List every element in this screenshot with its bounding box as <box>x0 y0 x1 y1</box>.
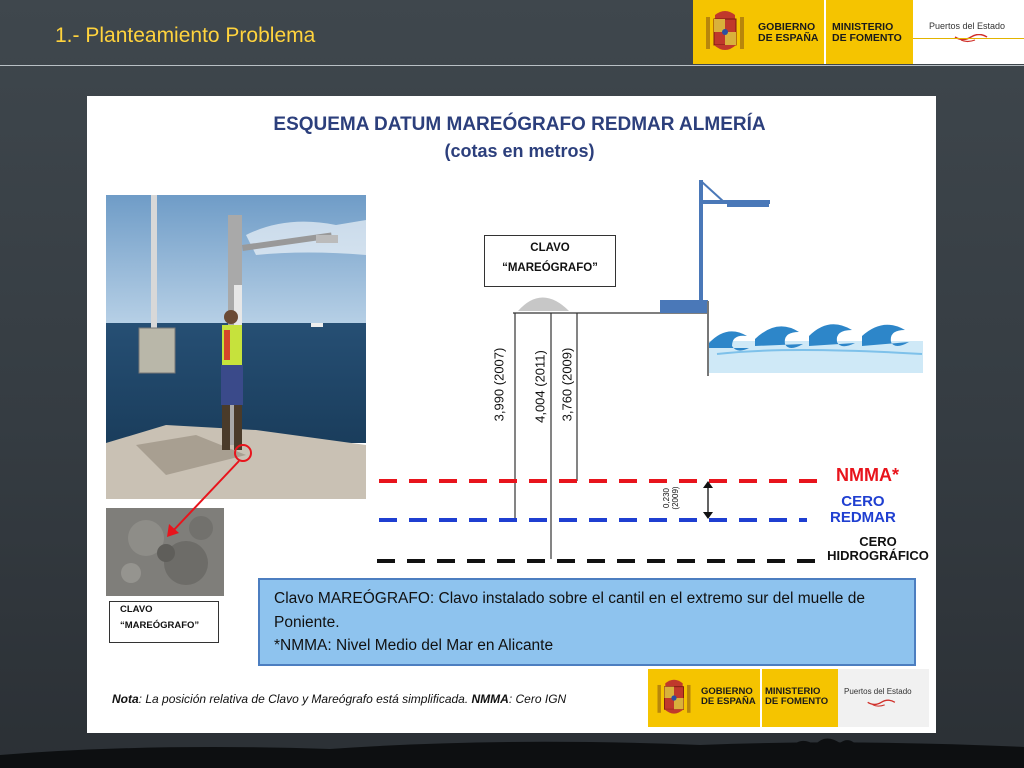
offset-year: (2009) <box>670 486 680 510</box>
footnote-label: Nota <box>112 692 139 706</box>
diagram-subtitle: (cotas en metros) <box>444 141 595 161</box>
height-label-2007: 3,990 (2007) <box>491 347 507 422</box>
coat-of-arms-icon <box>702 7 748 57</box>
card-logo-divider <box>760 669 762 727</box>
puertos-label: Puertos del Estado <box>929 21 1006 31</box>
card-gobierno-line1: GOBIERNO <box>701 686 753 697</box>
header-divider <box>0 65 1024 66</box>
slide-title: 1.- Planteamiento Problema <box>55 24 316 47</box>
puertos-logo <box>913 0 1024 64</box>
card-ministerio-line2: DE FOMENTO <box>765 695 829 707</box>
gobierno-line1: GOBIERNO <box>758 21 816 33</box>
gobierno-line2: DE ESPAÑA <box>758 32 819 45</box>
clavo-dome-icon <box>518 298 569 312</box>
footnote <box>112 692 566 706</box>
card-gobierno-logo <box>648 669 838 727</box>
footnote-term: NMMA <box>471 692 509 706</box>
bottom-landscape-silhouette <box>0 735 1024 768</box>
header-logos <box>693 0 1024 64</box>
note-line2: Poniente. <box>274 613 340 631</box>
ministerio-line2: DE FOMENTO <box>832 32 902 45</box>
photo-clavo-line2: “MAREÓGRAFO” <box>120 620 200 632</box>
card-puertos-logo <box>838 669 929 727</box>
nmma-label: NMMA* <box>836 465 899 485</box>
diagram-title: ESQUEMA DATUM MAREÓGRAFO REDMAR ALMERÍA <box>273 114 766 135</box>
card-coat-of-arms-icon <box>654 676 694 720</box>
hidro-label <box>823 535 933 562</box>
note-line3: *NMMA: Nivel Medio del Mar en Alicante <box>274 637 554 655</box>
card-logos <box>648 669 929 727</box>
puertos-rule <box>913 38 1024 39</box>
clavo-line2: “MAREÓGRAFO” <box>502 262 598 275</box>
footnote-text2: : Cero IGN <box>508 692 567 706</box>
offset-label <box>663 478 687 518</box>
height-label-2009: 3,760 (2009) <box>559 347 575 422</box>
redmar-label <box>830 494 896 526</box>
redmar-line1: CERO <box>841 493 885 510</box>
height-label-2011: 4,004 (2011) <box>532 350 548 423</box>
redmar-line2: REDMAR <box>830 508 896 526</box>
footnote-text: : La posición relativa de Clavo y Mareógrafo está simplificada. <box>138 692 472 706</box>
card-gobierno-line2: DE ESPAÑA <box>701 695 756 707</box>
offset-value: 0,230 <box>662 487 671 509</box>
clavo-line1: CLAVO <box>530 242 570 254</box>
card-puertos-mark-icon <box>866 699 900 709</box>
puertos-mark-icon <box>953 34 993 44</box>
note-box <box>258 578 916 666</box>
hidro-line1: CERO <box>859 534 897 549</box>
diagram-card <box>87 96 936 733</box>
logo-divider <box>824 0 826 64</box>
note-line1: Clavo MAREÓGRAFO: Clavo instalado sobre el cantil en el extremo sur del muelle de <box>274 590 865 607</box>
card-puertos-label: Puertos del Estado <box>844 687 912 696</box>
gobierno-logo <box>693 0 913 64</box>
photo-clavo-line1: CLAVO <box>120 604 153 615</box>
hidro-line2: HIDROGRÁFICO <box>827 547 929 563</box>
ministerio-line1: MINISTERIO <box>832 21 894 33</box>
card-ministerio-line1: MINISTERIO <box>765 686 821 697</box>
slide-header <box>0 0 1024 65</box>
